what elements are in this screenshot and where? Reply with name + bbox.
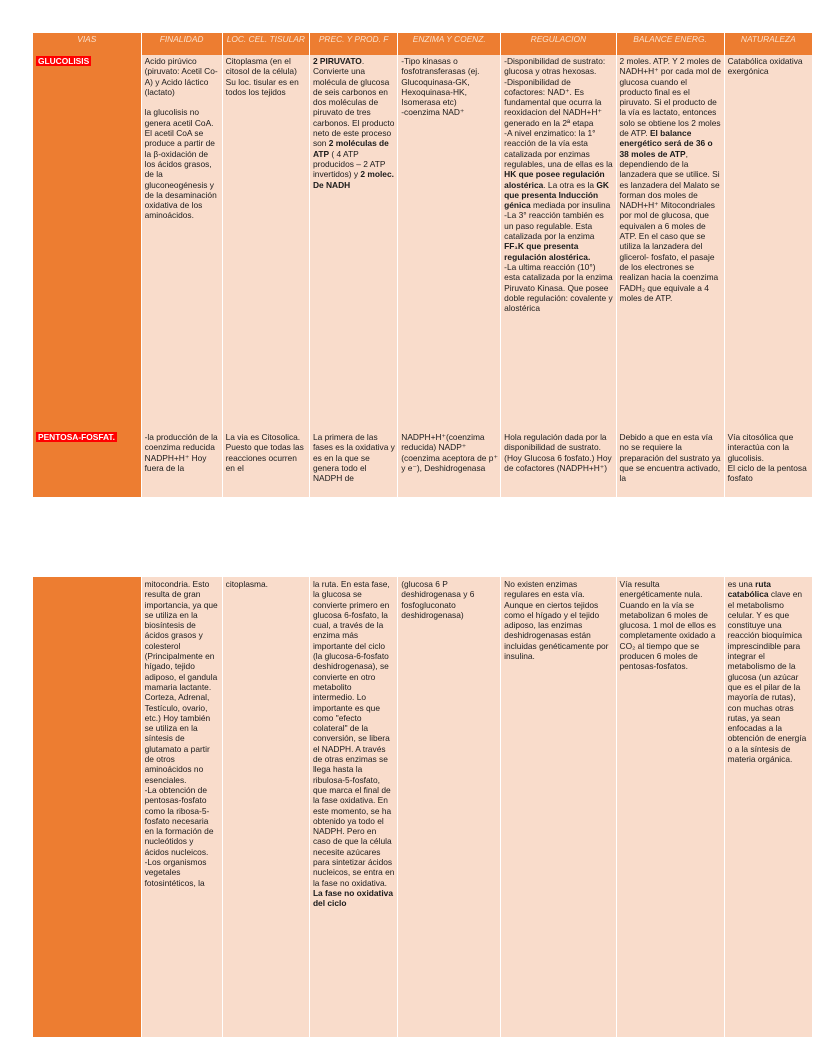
header-cell: VIAS (33, 33, 141, 55)
header-cell: ENZIMA Y COENZ. (398, 33, 501, 55)
bold-text: GK que presenta Inducción génica (504, 179, 609, 211)
table-cell: la ruta. En esta fase, la glucosa se convierte primero en glucosa 6-fosfato, la cual, a través de la enzima más importante del ciclo (la glucosa-6-fosfato deshidrogenasa), se convierte en otro metabolito intermedio. Lo importante es que como "efecto colateral" de la conversión, se libera el NADPH. A través de otras enzimas se llega hasta la ribulosa-5-fosfato, que marca el final de la fase oxidativa. En este momento, se ha obtenido ya todo el NADPH. Pero en caso de que la célula necesite azúcares para sintetizar ácidos nucleicos, se entra en la fase no oxidativa. La fase no oxidativa del ciclo (309, 577, 397, 1037)
header-cell: NATURALEZA (724, 33, 812, 55)
header-row (33, 33, 813, 55)
header-cell: REGULACION (501, 33, 616, 55)
table-cell: -la producción de la coenzima reducida NADPH+H⁺ Hoy fuera de la (141, 431, 222, 497)
header-cell: PREC. Y PROD. F (309, 33, 397, 55)
bold-text: FF₁K que presenta regulación alostérica. (504, 241, 591, 262)
row-label: GLUCOLISIS (38, 56, 90, 66)
bold-text: La fase no oxidativa del ciclo (312, 887, 393, 909)
bold-text: El balance energético será de 36 o 38 moles de ATP (619, 128, 713, 159)
bold-text: ruta catabólica (727, 579, 771, 600)
header-cell: FINALIDAD (141, 33, 222, 55)
table-cell: No existen enzimas regulares en esta vía. Aunque en ciertos tejidos como el hígado y el tejido adiposo, las enzimas deshidrogenasas están incluidas genéticamente por insulina. (501, 577, 616, 1037)
bold-text: HK que posee regulación alostérica (504, 169, 605, 190)
table-row (33, 431, 813, 497)
document-page-1 (0, 0, 807, 497)
metabolic-pathways-table (33, 33, 813, 497)
table-cell: Vía resulta energéticamente nula. Cuando en la vía se metabolizan 6 moles de glucosa. 1 mol de ellos es completamente oxidado a CO₂ al tiempo que se producen 6 moles de pentosas-fosfatos. (616, 577, 724, 1037)
bold-text: 2 moléculas de ATP (312, 138, 389, 159)
table-cell: (glucosa 6 P deshidrogenasa y 6 fosfogluconato deshidrogenasa) (398, 577, 501, 1037)
table-cell: -Disponibilidad de sustrato: glucosa y otras hexosas. -Disponibilidad de cofactores: NAD⁺. Es fundamental que ocurra la reoxidacion del NADH+H⁺ generado en la 2ª etapa -A nivel enzimatico: la 1° reacción de la vía esta catalizada por enzimas regulables, una de ellas es la HK que posee regulación alostérica. La otra es la GK que presenta Inducción génica mediada por insulina -La 3° reacción también es un paso regulable. Esta catalizada por la enzima FF₁K que presenta regulación alostérica. -La ultima reacción (10°) esta catalizada por la enzima Piruvato Kinasa. Que posee doble regulación: covalente y alostérica (501, 55, 616, 431)
table-cell: Hola regulación dada por la disponibilidad de sustrato.(Hoy Glucosa 6 fosfato.) Hoy de cofactores (NADPH+H⁺) (501, 431, 616, 497)
table-cell: La primera de las fases es la oxidativa y es en la que se genera todo el NADPH de (309, 431, 397, 497)
table-cell: Citoplasma (en el citosol de la célula) Su loc. tisular es en todos los tejidos (222, 55, 309, 431)
row-label: PENTOSA-FOSFAT. (38, 432, 115, 442)
table-cell: Catabólica oxidativa exergónica (724, 55, 812, 431)
table-row (33, 55, 813, 431)
header-cell: LOC. CEL. TISULAR (222, 33, 309, 55)
table-cell: mitocondria. Esto resulta de gran importancia, ya que se utiliza en la biosíntesis de ácidos grasos y colesterol (Principalmente en hígado, tejido adiposo, el gandula mamaria lactante. Corteza, Adrenal, Testículo, ovario, etc.) Hoy también se utiliza en la síntesis de glutamato a partir de otros aminoácidos no esenciales. -La obtención de pentosas-fosfato como la ribosa-5-fosfato necesaria en la formación de nucleótidos y ácidos nucleicos. -Los organismos vegetales fotosintéticos, la (141, 577, 222, 1037)
table-cell: citoplasma. (222, 577, 309, 1037)
table-cell: es una ruta catabólica clave en el metabolismo celular. Y es que constituye una reacción bioquímica imprescindible para integrar el metabolismo de la glucosa (un azúcar que es el pilar de la mayoría de rutas), con muchas otras rutas, ya sean enfocadas a la obtención de energía o a la síntesis de materia orgánica. (724, 577, 812, 1037)
bold-text: 2 PIRUVATO (312, 56, 362, 66)
bold-text: 2 molec. De NADH (312, 169, 394, 190)
table-cell: NADPH+H⁺(coenzima reducida) NADP⁺ (coenzima aceptora de p⁺ y e⁻), Deshidrogenasa (398, 431, 501, 497)
header-cell: BALANCE ENERG. (616, 33, 724, 55)
table-cell: -Tipo kinasas o fosfotransferasas (ej. Glucoquinasa-GK, Hexoquinasa-HK, Isomerasa etc) -coenzima NAD⁺ (398, 55, 501, 431)
table-cell: Vía citosólica que interactúa con la glucolisis. El ciclo de la pentosa fosfato (724, 431, 812, 497)
row-label-cell (33, 431, 141, 497)
document-page-2 (0, 577, 807, 1024)
row-label-cell (33, 577, 141, 1037)
table-row (33, 577, 813, 1037)
row-label-cell (33, 55, 141, 431)
table-cell: 2 moles. ATP. Y 2 moles de NADH+H⁺ por cada mol de glucosa cuando el producto final es el piruvato. Si el producto de la vía es lactato, entonces solo se obtiene los 2 moles de ATP. El balance energético será de 36 o 38 moles de ATP, dependiendo de la lanzadera que se utilice. Si es lanzadera del Malato se forman dos moles de NADH+H⁺ Mitocondriales por mol de glucosa, que equivalen a 6 moles de ATP. En el caso que se utiliza la lanzadera del glicerol- fosfato, el pasaje de los electrones se realizan hacia la coenzima FADH₂ que equivale a 4 moles de ATP. (616, 55, 724, 431)
table-cell: Debido a que en esta vía no se requiere la preparación del sustrato ya que se encuentra activado, la (616, 431, 724, 497)
table-cell: La via es Citosolica. Puesto que todas las reacciones ocurren en el (222, 431, 309, 497)
table-cell: 2 PIRUVATO. Convierte una molécula de glucosa de seis carbonos en dos moléculas de piruvato de tres carbonos. El producto neto de este proceso son 2 moléculas de ATP ( 4 ATP producidos – 2 ATP invertidos) y 2 molec. De NADH (309, 55, 397, 431)
metabolic-pathways-table-continued (33, 577, 813, 1037)
table-cell: Acido pirúvico (piruvato: Acetil Co-A) y Acido láctico (lactato) la glucolisis no genera acetil CoA. El acetil CoA se produce a partir de la β-oxidación de los ácidos grasos, de la gluconeogénesis y de la desaminación oxidativa de los aminoácidos. (141, 55, 222, 431)
